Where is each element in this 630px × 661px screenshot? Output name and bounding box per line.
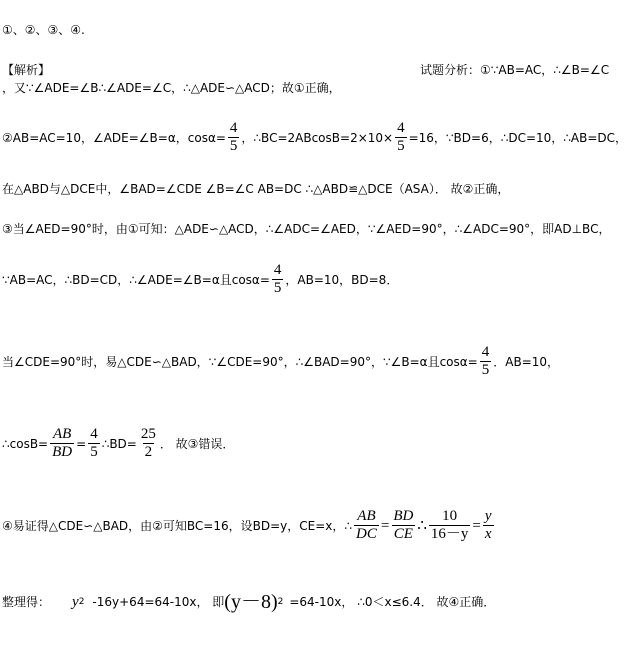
analysis-line-6 — [2, 344, 559, 379]
four-fifths-fraction — [88, 426, 100, 461]
analysis-header: 【解析】 — [2, 63, 51, 77]
cos-alpha-2-den: 5 — [481, 362, 490, 378]
l2-text-c: =16，∵BD=6，∴DC=10，∴AB=DC， — [408, 130, 628, 145]
l8-eq-1: = — [380, 517, 390, 534]
l8-eq-2: = — [472, 517, 481, 534]
analysis-line-5 — [2, 262, 398, 297]
l7-text-a: ∴cosB= — [2, 436, 49, 451]
l9-text-c: =64-10x， ∴0＜x≤6.4． 故④正确． — [289, 595, 496, 609]
analysis-line-1: ，又∵∠ADE=∠B∴∠ADE=∠C，∴△ADE∽△ACD；故①正确， — [2, 81, 341, 95]
y-over-x-fraction — [483, 508, 494, 543]
bd-value-num: 25 — [140, 426, 156, 442]
ten-over-num: 10 — [442, 508, 458, 524]
l7-eq: = — [76, 436, 87, 451]
bc-fraction — [395, 120, 407, 155]
l5-text-a: ∵AB=AC，∴BD=CD，∴∠ADE=∠B=α且cosα= — [2, 272, 270, 287]
l6-text-a: 当∠CDE=90°时，易△CDE∽△BAD，∵∠CDE=90°，∴∠BAD=90°，∵∠B=α且cosα= — [2, 354, 478, 369]
l5-text-b: ，AB=10，BD=8． — [285, 272, 399, 287]
ten-over-den: 16－y — [430, 526, 469, 542]
ab-bd-num: AB — [52, 426, 72, 442]
analysis-line-7 — [2, 426, 234, 461]
four-fifths-num: 4 — [90, 426, 98, 442]
cos-alpha-den: 5 — [273, 280, 282, 296]
l8-therefore: ∴ — [417, 517, 427, 534]
cos-alpha-fraction — [272, 262, 284, 297]
l2-text-a: ②AB=AC=10，∠ADE=∠B=α，cosα= — [2, 130, 226, 145]
analysis-line-2 — [2, 120, 627, 155]
analysis-line-4: ③当∠AED=90°时，由①可知：△ADE∽△ACD，∴∠ADC=∠AED，∵∠AED=90°，∴∠ADC=90°，即AD⊥BC， — [2, 222, 611, 236]
l7-text-c: ． 故③错误． — [159, 436, 235, 451]
bd-value-fraction — [139, 426, 158, 461]
l2-text-b: ，∴BC=2ABcosB=2×10× — [241, 130, 394, 145]
analysis-header-right: 试题分析：①∵AB=AC，∴∠B=∠C — [420, 63, 610, 77]
cos-fraction — [228, 120, 240, 155]
l8-text-a: ④易证得△CDE∽△BAD，由②可知BC=16，设BD=y，CE=x，∴ — [2, 518, 353, 533]
cos-fraction-den: 5 — [229, 138, 238, 154]
l6-text-b: ．AB=10， — [493, 354, 560, 369]
ab-dc-num: AB — [357, 508, 376, 524]
bc-fraction-num: 4 — [397, 120, 405, 136]
l9-text-b: -16y+64=64-10x， 即 — [92, 595, 225, 609]
paren-expression: (y－8) — [224, 591, 278, 613]
ab-dc-fraction — [354, 508, 379, 543]
y-over-x-den: x — [484, 526, 492, 542]
analysis-line-8 — [2, 508, 496, 543]
analysis-line-3: 在△ABD与△DCE中，∠BAD=∠CDE ∠B=∠C AB=DC ∴△ABD≌△DCE（ASA）． 故②正确， — [2, 182, 510, 196]
cos-fraction-num: 4 — [229, 120, 238, 136]
four-fifths-den: 5 — [90, 444, 98, 460]
answer-line: ①、②、③、④. — [2, 23, 85, 37]
bd-ce-num: BD — [393, 508, 414, 524]
cos-alpha-2-num: 4 — [481, 344, 490, 360]
analysis-line-9: 整理得： y 2 -16y+64=64-10x， 即 (y－8) 2 =64-10x， ∴0＜x≤6.4． 故④正确． — [2, 591, 496, 613]
bc-fraction-den: 5 — [397, 138, 405, 154]
y-variable: y — [72, 594, 79, 610]
bd-value-den: 2 — [144, 444, 153, 460]
ab-bd-den: BD — [52, 444, 73, 460]
y-over-x-num: y — [484, 508, 492, 524]
ab-dc-den: DC — [356, 526, 377, 542]
ab-bd-fraction — [50, 426, 74, 461]
ten-over-fraction — [429, 508, 471, 543]
bd-ce-den: CE — [393, 526, 413, 542]
bd-ce-fraction — [391, 508, 415, 543]
cos-alpha-fraction-2 — [480, 344, 492, 379]
l9-text-a: 整理得： — [2, 595, 51, 609]
l7-text-b: ∴BD= — [101, 436, 137, 451]
cos-alpha-num: 4 — [273, 262, 282, 278]
